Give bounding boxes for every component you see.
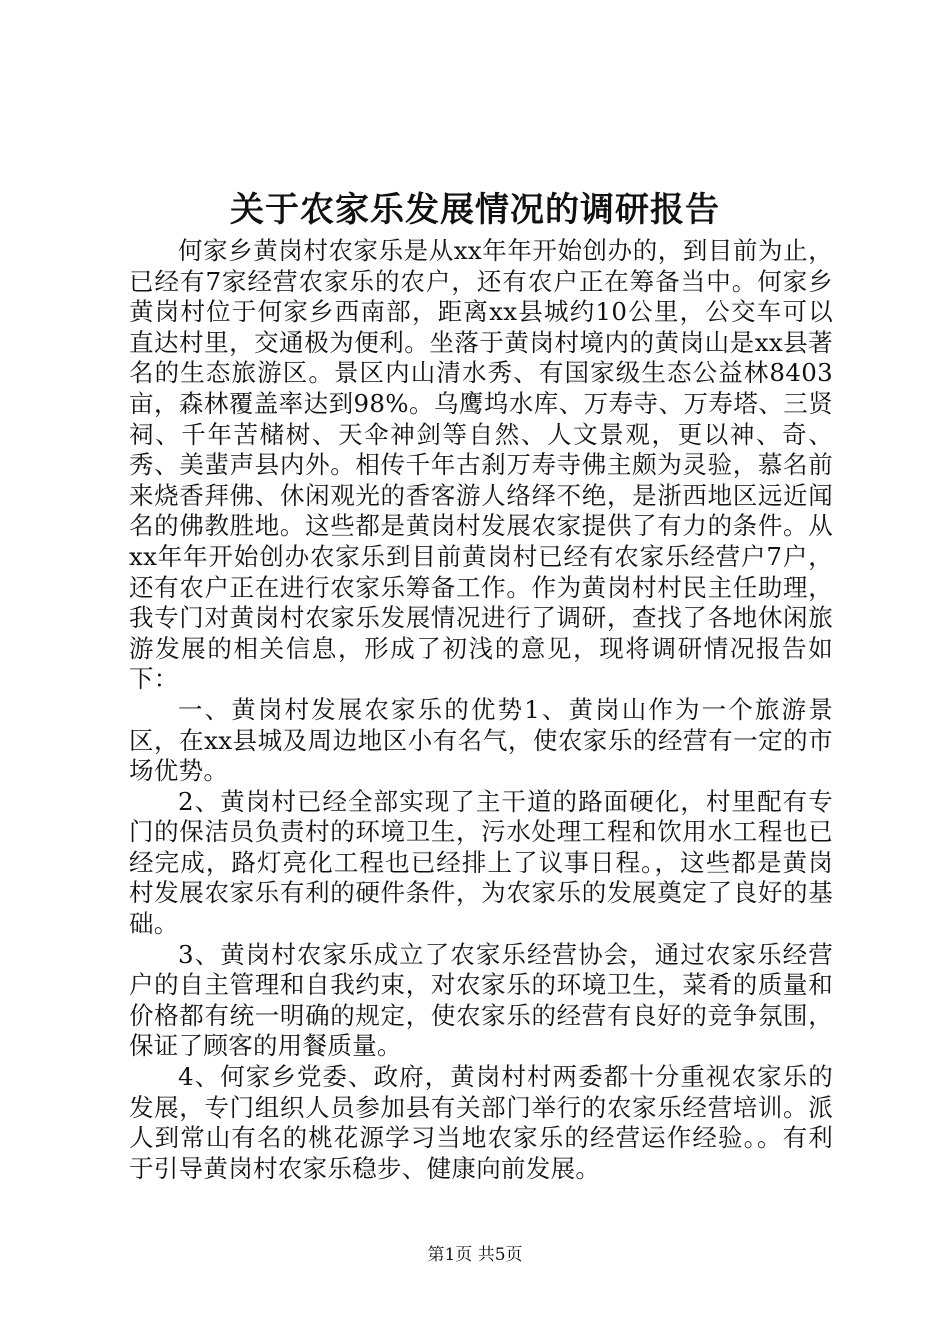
- paragraph-advantage-2: 2、黄岗村已经全部实现了主干道的路面硬化，村里配有专门的保洁员负责村的环境卫生，污水处理工程和饮用水工程也已经完成，路灯亮化工程也已经排上了议事日程。，这些都是黄岗村发展农家乐有利的硬件条件，为农家乐的发展奠定了良好的基础。: [129, 786, 833, 939]
- document-body: [129, 236, 833, 1184]
- paragraph-advantage-3: 3、黄岗村农家乐成立了农家乐经营协会，通过农家乐经营户的自主管理和自我约束，对农家乐的环境卫生，菜肴的质量和价格都有统一明确的规定，使农家乐的经营有良好的竞争氛围，保证了顾客的用餐质量。: [129, 939, 833, 1061]
- paragraph-advantage-4: 4、何家乡党委、政府，黄岗村村两委都十分重视农家乐的发展，专门组织人员参加县有关部门举行的农家乐经营培训。派人到常山有名的桃花源学习当地农家乐的经营运作经验。。有利于引导黄岗村农家乐稳步、健康向前发展。: [129, 1062, 833, 1183]
- paragraph-intro: 何家乡黄岗村农家乐是从xx年年开始创办的，到目前为止，已经有7家经营农家乐的农户，还有农户正在筹备当中。何家乡黄岗村位于何家乡西南部，距离xx县城约10公里，公交车可以直达村里，交通极为便利。坐落于黄岗村境内的黄岗山是xx县著名的生态旅游区。景区内山清水秀、有国家级生态公益林8403亩，森林覆盖率达到98%。乌鹰坞水库、万寿寺、万寿塔、三贤祠、千年苦槠树、天伞神剑等自然、人文景观，更以神、奇、秀、美蜚声县内外。相传千年古刹万寿寺佛主颇为灵验，慕名前来烧香拜佛、休闲观光的香客游人络绎不绝，是浙西地区远近闻名的佛教胜地。这些都是黄岗村发展农家提供了有力的条件。从xx年年开始创办农家乐到目前黄岗村已经有农家乐经营户7户，还有农户正在进行农家乐筹备工作。作为黄岗村村民主任助理，我专门对黄岗村农家乐发展情况进行了调研，查找了各地休闲旅游发展的相关信息，形成了初浅的意见，现将调研情况报告如下：: [129, 236, 833, 694]
- paragraph-advantage-1: 一、黄岗村发展农家乐的优势1、黄岗山作为一个旅游景区，在xx县城及周边地区小有名气，使农家乐的经营有一定的市场优势。: [129, 694, 833, 786]
- document-title: 关于农家乐发展情况的调研报告: [230, 190, 720, 230]
- page-number-footer: 第1页 共5页: [427, 1245, 523, 1265]
